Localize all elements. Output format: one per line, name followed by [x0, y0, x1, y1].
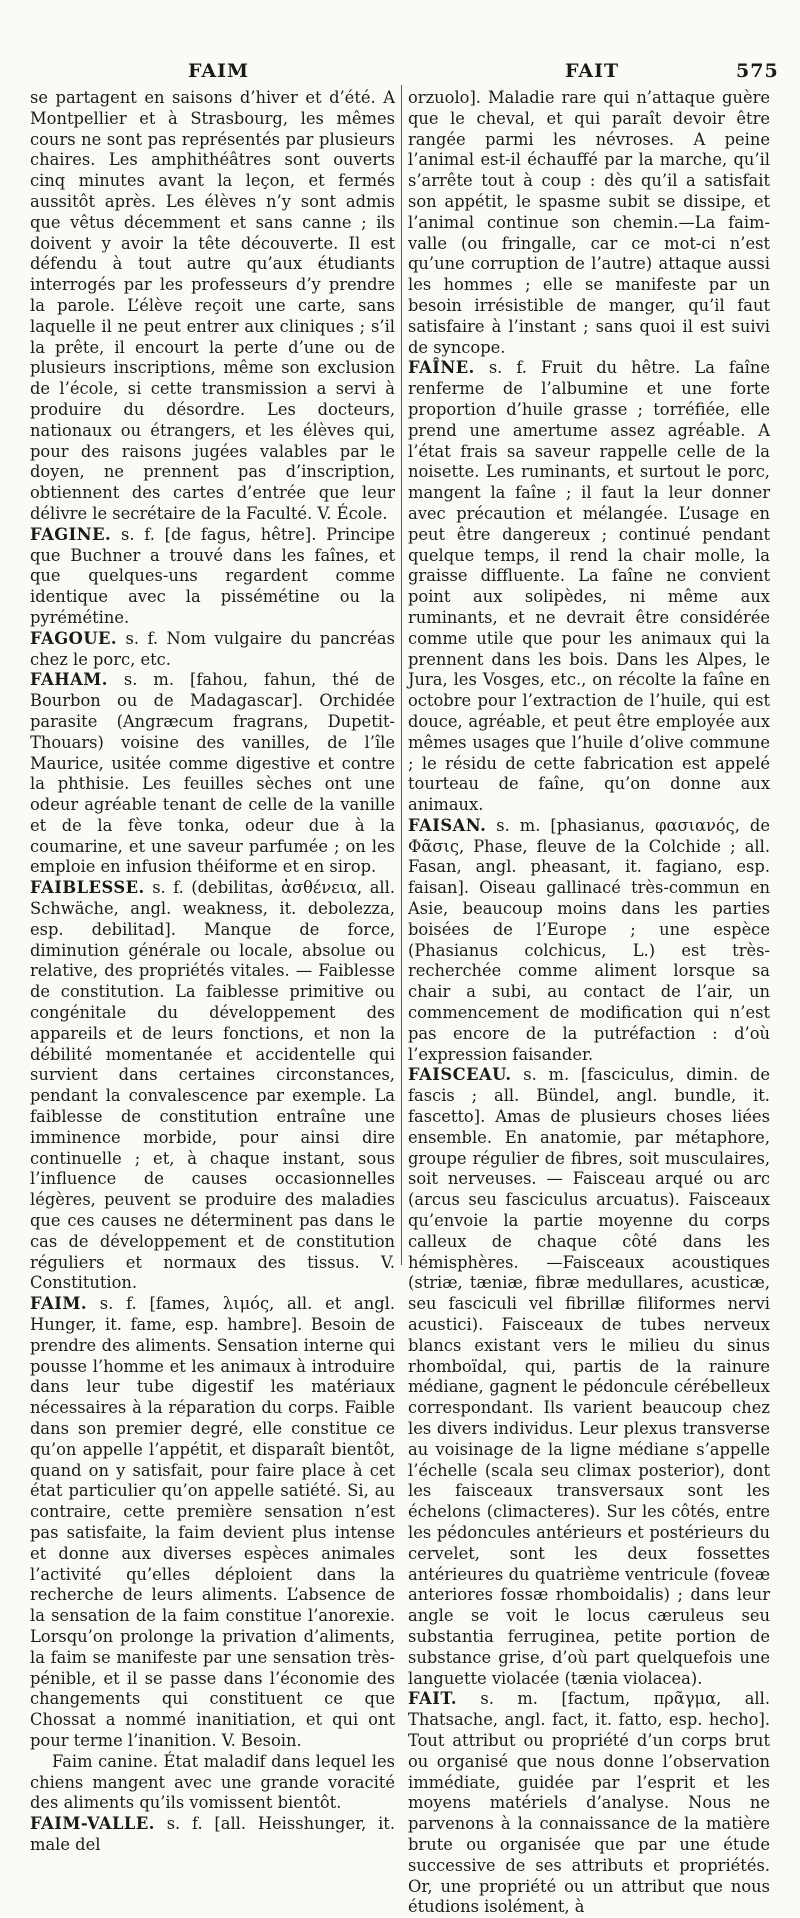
dictionary-entry [408, 1065, 770, 1689]
entry-headword: FAGOUE. [30, 628, 118, 648]
entry-text: s. f. [all. Heisshunger, it. male del [30, 1814, 395, 1854]
header-right-word: FAIT [565, 60, 620, 82]
dictionary-entry [30, 1294, 395, 1752]
entry-text: s. f. [fames, λιμός, all. et angl. Hunger, it. fame, esp. hambre]. Besoin de prendre des aliments. Sensation interne qui pousse l’homme et les animaux à introduire dans leur tube digestif les matériaux nécessaires à la réparation du corps. Faible dans son premier degré, elle constitue ce qu’on appelle l’appétit, et disparaît bientôt, quand on y satisfait, pour faire place à cet état particulier qu’on appelle satiété. Si, au contraire, cette première sensation n’est pas satisfaite, la faim devient plus intense et donne aux diverses espèces animales l’activité qu’elles déploient dans la recherche de leurs aliments. L’absence de la sensation de la faim constitue l’anorexie. Lorsqu’on prolonge la privation d’aliments, la faim se manifeste par une sensation très-pénible, et il se passe dans l’économie des changements qui constituent ce que Chossat a nommé inanitiation, et qui ont pour terme l’inanition. V. Besoin. [30, 1294, 395, 1750]
entry-text: s. m. [fahou, fahun, thé de Bourbon ou de Madagascar]. Orchidée parasite (Angræcum fragrans, Dupetit-Thouars) voisine des vanilles, de l’île Maurice, usitée comme digestive et contre la phthisie. Les feuilles sèches ont une odeur agréable tenant de celle de la vanille et de la fève tonka, odeur due à la coumarine, et une saveur parfumée ; on les emploie en infusion théiforme et en sirop. [30, 670, 395, 877]
entry-text: s. f. [de fagus, hêtre]. Principe que Buchner a trouvé dans les faînes, et que quelques-uns regardent comme identique avec la pissémétine ou la pyrémétine. [30, 524, 395, 627]
entry-text: s. m. [factum, πρᾶγμα, all. Thatsache, angl. fact, it. fatto, esp. hecho]. Tout attribut ou propriété d’un corps brut ou organisé que nous donne l’observation immédiate, guidée par l’esprit et les moyens matériels d’analyse. Nous ne parvenons à la connaissance de la matière brute ou organisée que par une étude successive de ses attributs et propriétés. Or, une propriété ou un attribut que nous étudions isolément, à [408, 1689, 770, 1917]
dictionary-entry [30, 629, 395, 671]
entry-text: Faim canine. État maladif dans lequel les chiens mangent avec une grande voracité des aliments qu’ils vomissent bientôt. [30, 1751, 395, 1813]
entry-headword: FAIT. [408, 1689, 458, 1709]
entry-text: s. f. Fruit du hêtre. La faîne renferme de l’albumine et une forte proportion d’huile grasse ; torréfiée, elle prend une amertume assez agréable. A l’état frais sa saveur rappelle celle de la noisette. Les ruminants, et surtout le porc, mangent la faîne ; il faut la leur donner avec précaution et mélangée. L’usage en peut être dangereux ; continué pendant quelque temps, il rend la chair molle, la graisse diffluente. La faîne ne convient point aux solipèdes, ni même aux ruminants, et ne devrait être considérée comme utile que pour les animaux qui la prennent dans les bois. Dans les Alpes, le Jura, les Vosges, etc., on récolte la faîne en octobre pour l’extraction de l’huile, qui est douce, agréable, et peut être employée aux mêmes usages que l’huile d’olive commune ; le résidu de cette fabrication est appelé tourteau de faîne, qu’on donne aux animaux. [408, 358, 770, 815]
entry-text: se partagent en saisons d’hiver et d’été. A Montpellier et à Strasbourg, les mêmes cours ne sont pas représentés par plusieurs chaires. Les amphithéâtres sont ouverts cinq minutes avant la leçon, et fermés aussitôt après. Les élèves n’y sont admis que vêtus décemment et sans canne ; ils doivent y avoir la tête découverte. Il est défendu à tout autre qu’aux étudiants interrogés par les professeurs d’y prendre la parole. L’élève reçoit une carte, sans laquelle il ne peut entrer aux cliniques ; s’il la prête, il encourt la perte d’une ou de plusieurs inscriptions, même son exclusion de l’école, si cette transmission a servi à produire du désordre. Les docteurs, nationaux ou étrangers, et les élèves qui, pour des raisons jugées valables par le doyen, ne prennent pas d’inscription, obtiennent des cartes d’entrée que leur délivre le secrétaire de la Faculté. V. École. [30, 88, 395, 523]
entry-headword: FAGINE. [30, 524, 112, 544]
entry-text: orzuolo]. Maladie rare qui n’attaque guère que le cheval, et qui paraît devoir être rangée parmi les névroses. A peine l’animal est-il échauffé par la marche, qu’il s’arrête tout à coup : dès qu’il a satisfait son appétit, le spasme subit se dissipe, et l’animal continue son chemin.—La faim-valle (ou fringalle, car ce mot-ci n’est qu’une corruption de l’autre) attaque aussi les hommes ; elle se manifeste par un besoin irrésistible de manger, qu’il faut satisfaire à l’instant ; sans quoi il est suivi de syncope. [408, 88, 770, 357]
dictionary-entry [30, 1814, 395, 1856]
right-column [408, 88, 770, 1918]
column-divider [401, 85, 402, 1265]
entry-headword: FAISCEAU. [408, 1065, 512, 1085]
entry-headword: FAHAM. [30, 670, 108, 690]
dictionary-entry [408, 358, 770, 816]
dictionary-entry [30, 670, 395, 878]
paragraph [30, 88, 395, 525]
entry-text: s. m. [phasianus, φασιανός, de Φᾶσις, Phase, fleuve de la Colchide ; all. Fasan, angl. pheasant, it. fagiano, esp. faisan]. Oiseau gallinacé très-commun en Asie, beaucoup moins dans les parties boisées de l’Europe ; une espèce (Phasianus colchicus, L.) est très-recherchée comme aliment lorsque sa chair a subi, au contact de l’air, un commencement de modification qui n’est pas encore de la putréfaction : d’où l’expression faisander. [408, 815, 770, 1064]
entry-headword: FAÎNE. [408, 358, 475, 378]
paragraph [408, 88, 770, 358]
entry-headword: FAIM. [30, 1294, 88, 1314]
dictionary-entry [408, 816, 770, 1066]
left-column [30, 88, 395, 1856]
entry-text: s. f. (debilitas, ἀσθένεια, all. Schwäche, angl. weakness, it. debolezza, esp. debilitad]. Manque de force, diminution générale ou locale, absolue ou relative, des propriétés vitales. — Faiblesse de constitution. La faiblesse primitive ou congénitale du développement des appareils et de leurs fonctions, et non la débilité momentanée et accidentelle qui survient dans certaines circonstances, pendant la convalescence par exemple. La faiblesse de constitution entraîne une imminence morbide, pour ainsi dire continuelle ; et, à chaque instant, sous l’influence de causes occasionnelles légères, peuvent se produire des maladies que ces causes ne déterminent pas dans le cas de développement et de constitution réguliers et normaux des tissus. V. Constitution. [30, 878, 395, 1293]
entry-text: s. m. [fasciculus, dimin. de fascis ; all. Bündel, angl. bundle, it. fascetto]. Amas de plusieurs choses liées ensemble. En anatomie, par métaphore, groupe régulier de fibres, soit musculaires, soit nerveuses. — Faisceau arqué ou arc (arcus seu fasciculus arcuatus). Faisceaux qu’envoie la partie moyenne du corps calleux de chaque côté dans les hémisphères. —Faisceaux acoustiques (striæ, tæniæ, fibræ medullares, acusticæ, seu fasciculi vel fibrillæ filiformes nervi acustici). Faisceaux de tubes nerveux blancs existant vers le milieu du sinus rhomboïdal, qui, partis de la rainure médiane, gagnent le pédoncule cérébelleux correspondant. Ils varient beaucoup chez les divers individus. Leur plexus transverse au voisinage de la ligne médiane s’appelle l’échelle (scala seu climax posterior), dont les faisceaux transversaux sont les échelons (climacteres). Sur les côtés, entre les pédoncules antérieurs et postérieurs du cervelet, sont les deux fossettes antérieures du quatrième ventricule (foveæ anteriores fossæ rhomboidalis) ; dans leur angle se voit le locus cæruleus seu substantia ferruginea, petite portion de substance grise, d’où part quelquefois une languette violacée (tænia violacea). [408, 1065, 770, 1688]
paragraph [30, 1752, 395, 1814]
dictionary-entry [30, 878, 395, 1294]
dictionary-entry [408, 1689, 770, 1918]
dictionary-entry [30, 525, 395, 629]
header-left-word: FAIM [188, 60, 250, 82]
page-number: 575 [736, 60, 779, 82]
entry-headword: FAIBLESSE. [30, 878, 145, 898]
entry-headword: FAIM-VALLE. [30, 1814, 155, 1834]
entry-headword: FAISAN. [408, 815, 487, 835]
entry-text: s. f. Nom vulgaire du pancréas chez le porc, etc. [30, 628, 395, 669]
